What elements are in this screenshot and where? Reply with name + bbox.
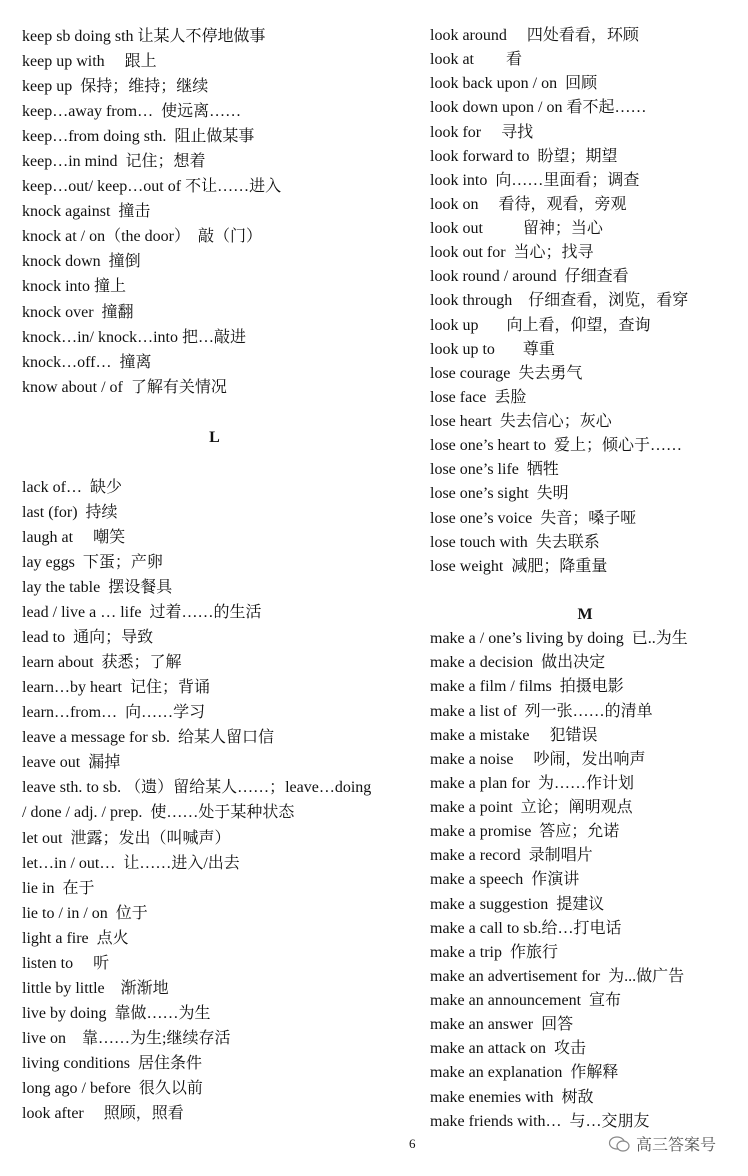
phrase-entry: make a point 立论；阐明观点 [430,799,633,816]
phrase-entry: look through 仔细查看，浏览，看穿 [430,292,689,310]
phrase-entry: let out 泄露；发出（叫喊声） [22,829,231,847]
blank-line [22,400,407,425]
phrase-entry: lose heart 失去信心；灰心 [430,413,612,430]
phrase-entry: lose one’s sight 失明 [430,485,569,503]
phrase-entry: make a mistake 犯错误 [430,726,598,744]
phrase-entry: make an attack on 攻击 [430,1040,586,1058]
phrase-entry: lose one’s voice 失音；嗓子哑 [430,509,637,527]
phrase-entry: make a noise 吵闹，发出响声 [430,750,646,768]
phrase-entry: lose weight 减肥；降重量 [430,557,608,575]
phrase-entry: make an advertisement for 为...做广告 [430,967,685,985]
phrase-entry: keep up with 跟上 [22,53,157,71]
phrase-entry: look out 留神；当心 [430,220,603,237]
phrase-entry: listen to 听 [22,954,110,972]
phrase-entry: make a decision 做出决定 [430,654,606,672]
phrase-entry: make an answer 回答 [430,1016,574,1034]
phrase-entry: look up to 尊重 [430,340,555,358]
phrase-entry: make a plan for 为……作计划 [430,774,634,792]
phrase-entry: make a promise 答应；允诺 [430,823,620,841]
phrase-entry: knock into 撞上 [22,278,126,296]
phrase-entry: look after 照顾，照看 [22,1105,184,1123]
phrase-entry: leave sth. to sb. （遗）留给某人……；leave…doing [22,779,372,797]
phrase-entry: look out for 当心；找寻 [430,244,594,262]
section-heading: L [209,428,220,446]
phrase-entry: make a / one’s living by doing 已..为生 [430,630,688,648]
blank-line [22,450,407,475]
phrase-entry: learn about 获悉；了解 [22,654,182,672]
phrase-entry: make a list of 列一张……的清单 [430,702,653,720]
phrase-entry: lose one’s heart to 爱上；倾心于…… [430,437,682,455]
phrase-entry: lose courage 失去勇气 [430,364,583,382]
phrase-entry: know about / of 了解有关情况 [22,378,227,396]
watermark-text: 高三答案号 [636,1135,717,1154]
phrase-entry: keep…out/ keep…out of 不让……进入 [22,178,282,196]
phrase-entry: knock down 撞倒 [22,253,141,271]
phrase-entry: little by little 渐渐地 [22,979,169,997]
phrase-entry: lack of… 缺少 [22,478,122,496]
phrase-entry: make enemies with 树敌 [430,1088,594,1106]
phrase-entry: make a suggestion 提建议 [430,895,605,913]
phrase-entry: make an announcement 宣布 [430,992,622,1009]
phrase-entry: make a call to sb.给…打电话 [430,919,622,937]
phrase-entry: look at 看 [430,51,522,69]
phrase-entry: knock over 撞翻 [22,303,134,321]
phrase-entry: learn…from… 向……学习 [22,704,206,722]
phrase-entry: make a film / films 拍摄电影 [430,678,624,696]
phrase-entry: keep up 保持；维持；继续 [22,78,209,96]
phrase-entry: lie in 在于 [22,879,95,897]
phrase-entry: make an explanation 作解释 [430,1064,619,1082]
phrase-entry: look into 向……里面看；调查 [430,171,640,189]
phrase-entry: keep…in mind 记住；想着 [22,153,206,171]
section-heading: M [577,606,593,623]
blank-line [430,579,740,603]
phrase-entry: lay eggs 下蛋；产卵 [22,553,163,571]
left-column [22,24,407,1126]
phrase-entry: knock against 撞击 [22,203,151,221]
phrase-entry: / done / adj. / prep. 使……处于某种状态 [22,804,295,822]
phrase-entry: look back upon / on 回顾 [430,75,598,93]
phrase-entry: learn…by heart 记住；背诵 [22,679,210,697]
phrase-entry: leave out 漏掉 [22,754,121,772]
phrase-entry: make a speech 作演讲 [430,871,580,889]
phrase-entry: look around 四处看看，环顾 [430,27,639,44]
phrase-entry: look round / around 仔细查看 [430,268,629,286]
phrase-entry: knock…off… 撞离 [22,353,152,371]
phrase-entry: lose face 丢脸 [430,388,527,406]
phrase-entry: knock at / on（the door） 敲（门） [22,228,262,246]
phrase-entry: laugh at 嘲笑 [22,528,126,546]
page-number: 6 [409,1136,416,1151]
phrase-entry: lose one’s life 牺牲 [430,461,559,479]
phrase-entry: lay the table 摆设餐具 [22,579,173,597]
phrase-entry: make a trip 作旅行 [430,943,558,961]
phrase-entry: live on 靠……为生;继续存活 [22,1029,231,1047]
phrase-entry: keep…away from… 使远离…… [22,103,242,121]
phrase-entry: make friends with… 与…交朋友 [430,1112,650,1130]
phrase-entry: live by doing 靠做……为生 [22,1004,211,1022]
phrase-entry: leave a message for sb. 给某人留口信 [22,729,274,747]
wechat-icon [608,1135,630,1153]
phrase-entry: last (for) 持续 [22,503,118,521]
phrase-entry: light a fire 点火 [22,929,129,947]
phrase-entry: look up 向上看，仰望，查询 [430,316,651,334]
phrase-entry: let…in / out… 让……进入/出去 [22,854,240,872]
right-column [430,24,740,1134]
phrase-entry: make a record 录制唱片 [430,847,593,865]
phrase-entry: living conditions 居住条件 [22,1054,203,1072]
phrase-entry: knock…in/ knock…into 把…敲进 [22,328,246,346]
watermark [608,1132,716,1155]
phrase-entry: lose touch with 失去联系 [430,533,600,551]
phrase-entry: lead / live a … life 过着……的生活 [22,604,262,622]
phrase-entry: look forward to 盼望；期望 [430,147,618,165]
phrase-entry: look for 寻找 [430,123,534,141]
phrase-entry: keep sb doing sth 让某人不停地做事 [22,28,266,45]
phrase-entry: lead to 通向；导致 [22,629,154,647]
phrase-entry: lie to / in / on 位于 [22,904,148,922]
phrase-entry: look down upon / on 看不起…… [430,99,647,117]
phrase-entry: keep…from doing sth. 阻止做某事 [22,128,255,146]
phrase-entry: long ago / before 很久以前 [22,1079,203,1097]
phrase-entry: look on 看待，观看，旁观 [430,195,627,213]
